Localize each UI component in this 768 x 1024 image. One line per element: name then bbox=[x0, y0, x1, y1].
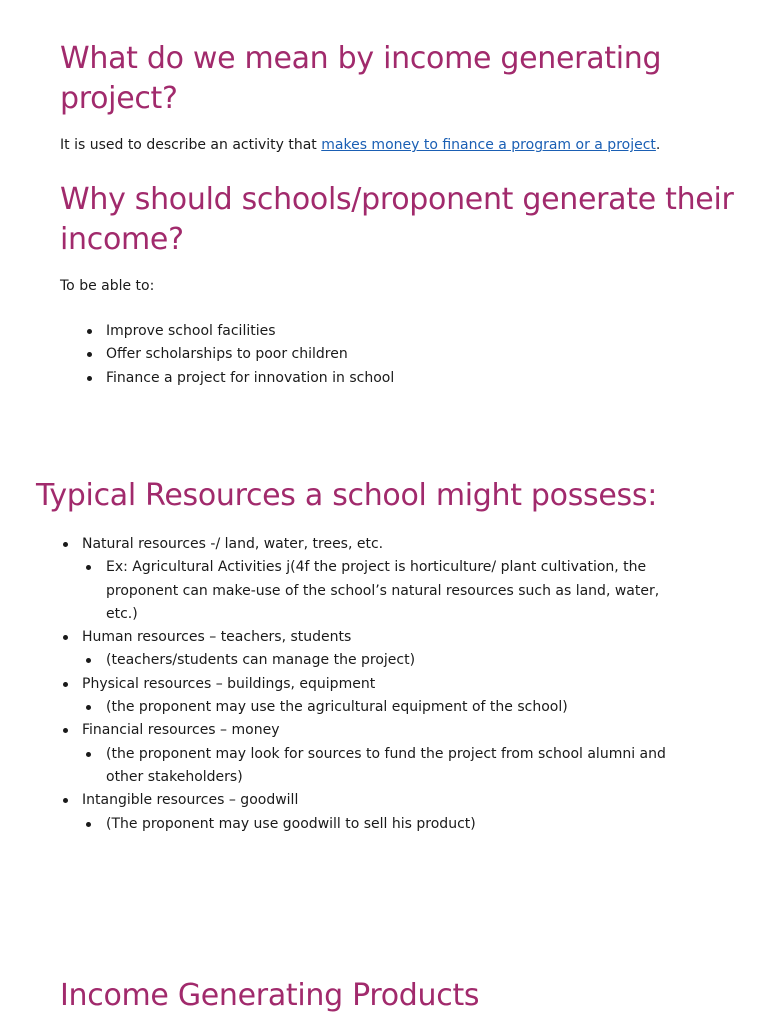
definition-paragraph bbox=[60, 135, 740, 155]
definition-link[interactable]: makes money to finance a program or a project bbox=[321, 137, 656, 153]
resource-label: Physical resources – buildings, equipment bbox=[82, 675, 376, 692]
list-item: (the proponent may look for sources to fund the project from school alumni and other stakeholders) bbox=[82, 743, 680, 790]
resource-label: Natural resources -/ land, water, trees, etc. bbox=[82, 536, 384, 552]
list-item: (teachers/students can manage the project) bbox=[82, 649, 680, 672]
resource-label: Human resources – teachers, students bbox=[82, 629, 352, 646]
list-item bbox=[60, 789, 680, 836]
list-item bbox=[60, 719, 680, 789]
resource-sublist bbox=[82, 743, 680, 790]
resource-sublist bbox=[82, 696, 680, 719]
heading-income-generating-project: What do we mean by income generating project? bbox=[60, 41, 662, 116]
resource-label: Financial resources – money bbox=[82, 722, 280, 739]
resource-label: Intangible resources – goodwill bbox=[82, 792, 299, 809]
resource-sublist bbox=[82, 649, 680, 672]
heading-typical-resources: Typical Resources a school might possess: bbox=[36, 478, 658, 513]
heading-why-generate-income: Why should schools/proponent generate their income? bbox=[60, 182, 734, 257]
resources-list bbox=[60, 533, 680, 836]
list-item: Finance a project for innovation in school bbox=[84, 367, 584, 390]
resource-sublist bbox=[82, 813, 680, 836]
list-item: Offer scholarships to poor children bbox=[84, 343, 584, 366]
heading-income-generating-products: Income Generating Products bbox=[60, 978, 480, 1013]
list-item: (The proponent may use goodwill to sell his product) bbox=[82, 813, 680, 836]
reasons-list bbox=[84, 320, 584, 390]
list-item bbox=[60, 626, 680, 673]
list-item: Improve school facilities bbox=[84, 320, 584, 343]
list-item: Ex: Agricultural Activities j(4f the project is horticulture/ plant cultivation, the proponent can make-use of the school’s natural resources such as land, water, etc.) bbox=[82, 556, 680, 626]
list-item bbox=[60, 673, 680, 720]
reasons-intro: To be able to: bbox=[60, 278, 155, 294]
definition-period: . bbox=[655, 137, 661, 153]
list-item bbox=[60, 533, 680, 626]
resource-sublist bbox=[82, 556, 680, 626]
definition-text: It is used to describe an activity that bbox=[60, 137, 322, 153]
list-item: (the proponent may use the agricultural equipment of the school) bbox=[82, 696, 680, 719]
